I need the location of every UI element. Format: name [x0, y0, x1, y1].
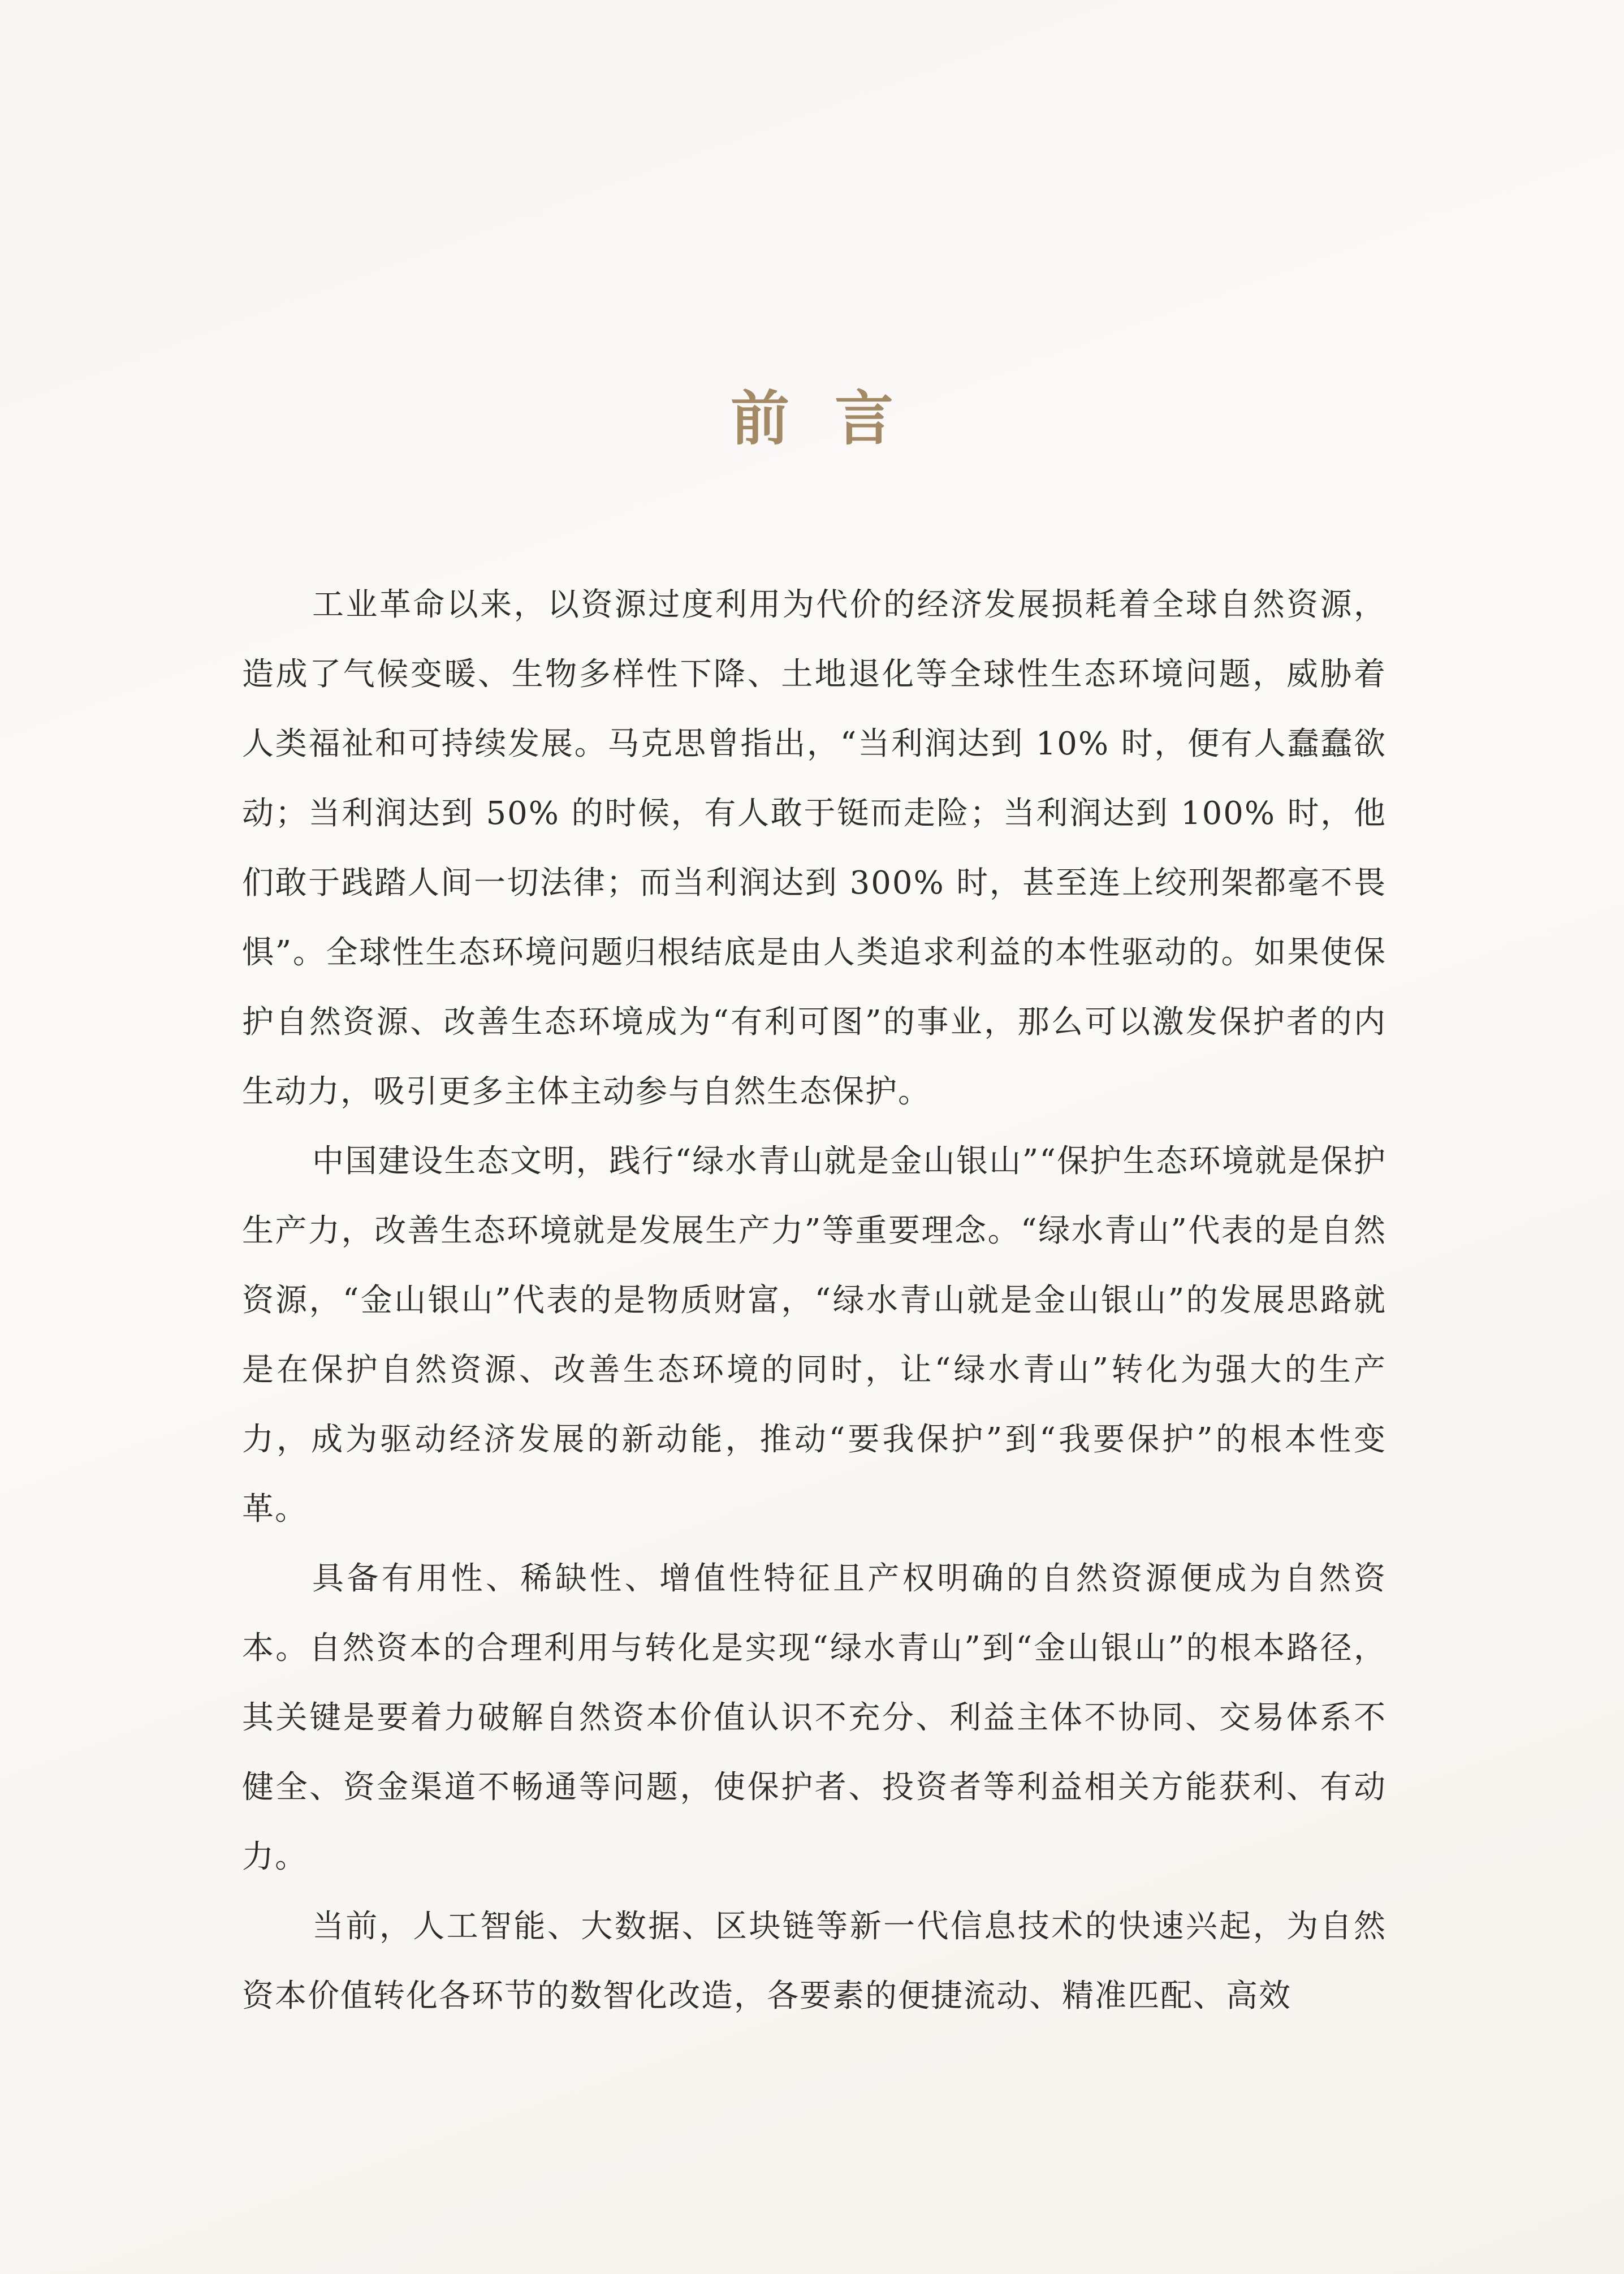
page-title: 前言 — [730, 383, 939, 453]
paragraph-3: 具备有用性、稀缺性、增值性特征且产权明确的自然资源便成为自然资本。自然资本的合理利用与转化是实现“绿水青山”到“金山银山”的根本路径，其关键是要着力破解自然资本价值认识不充分、利益主体不协同、交易体系不健全、资金渠道不畅通等问题，使保护者、投资者等利益相关方能获利、有动力。 — [242, 1560, 1387, 1875]
paragraph-2: 中国建设生态文明，践行“绿水青山就是金山银山”“保护生态环境就是保护生产力，改善生态环境就是发展生产力”等重要理念。“绿水青山”代表的是自然资源，“金山银山”代表的是物质财富，“绿水青山就是金山银山”的发展思路就是在保护自然资源、改善生态环境的同时，让“绿水青山”转化为强大的生产力，成为驱动经济发展的新动能，推动“要我保护”到“我要保护”的根本性变革。 — [242, 1143, 1387, 1527]
paragraph-1: 工业革命以来，以资源过度利用为代价的经济发展损耗着全球自然资源，造成了气候变暖、生物多样性下降、土地退化等全球性生态环境问题，威胁着人类福祉和可持续发展。马克思曾指出，“当利润达到 10% 时，便有人蠢蠢欲动；当利润达到 50% 的时候，有人敢于铤而走险；当利润达到 100% 时，他们敢于践踏人间一切法律；而当利润达到 300% 时，甚至连上绞刑架都毫不畏惧”。全球性生态环境问题归根结底是由人类追求利益的本性驱动的。如果使保护自然资源、改善生态环境成为“有利可图”的事业，那么可以激发保护者的内生动力，吸引更多主体主动参与自然生态保护。 — [242, 586, 1387, 1110]
paragraph-4: 当前，人工智能、大数据、区块链等新一代信息技术的快速兴起，为自然资本价值转化各环节的数智化改造，各要素的便捷流动、精准匹配、高效 — [242, 1908, 1387, 2014]
document-body — [242, 570, 1387, 2031]
